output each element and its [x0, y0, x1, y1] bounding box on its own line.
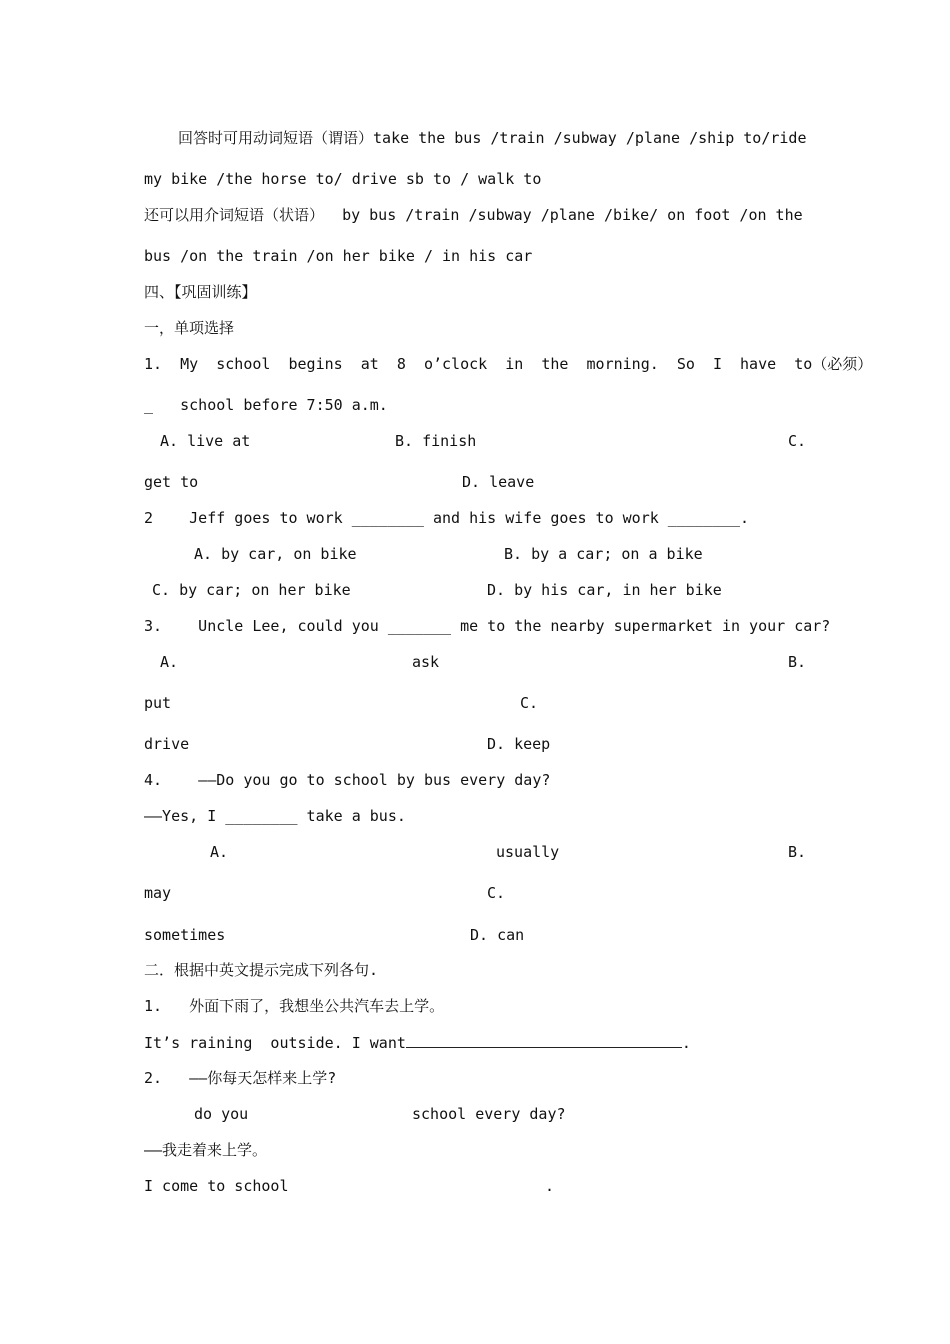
q3-option-c-text: drive [144, 735, 190, 753]
q1-option-b: B. finish [395, 432, 477, 450]
q2-option-a: A. by car, on bike [194, 545, 357, 563]
sentence-1-english [144, 1032, 691, 1053]
q2-option-b: B. by a car; on a bike [504, 545, 703, 563]
q1-option-c-text: get to [144, 473, 199, 491]
intro-line-1: 回答时可用动词短语（谓语）take the bus /train /subway /plane /ship to/ride [178, 129, 807, 147]
q4-option-d: D. can [470, 926, 525, 944]
q3-option-d: D. keep [487, 735, 551, 753]
q1-option-d: D. leave [462, 473, 535, 491]
q4-option-c-text: sometimes [144, 926, 226, 944]
sentence-1-period: . [681, 1034, 691, 1052]
q3-option-b-text: put [144, 694, 172, 712]
q3-option-a-text: ask [412, 653, 440, 671]
q4-option-b-text: may [144, 884, 172, 902]
intro-line-2: my bike /the horse to/ drive sb to / walk to [144, 170, 542, 188]
part-1-title: 一，单项选择 [144, 319, 235, 337]
q1-option-c-letter: C. [788, 432, 807, 450]
sentence-2-english-part-1: do you [194, 1105, 249, 1123]
q2-stem: 2 Jeff goes to work ________ and his wife goes to work ________. [144, 509, 750, 527]
sentence-2-chinese: 2. ——你每天怎样来上学? [144, 1069, 337, 1087]
q3-option-b-letter: B. [788, 653, 807, 671]
q1-stem-line-1: 1. My school begins at 8 o’clock in the morning. So I have to（必须） [144, 355, 873, 373]
sentence-2-english-part-2: school every day? [412, 1105, 566, 1123]
q2-option-c: C. by car; on her bike [152, 581, 351, 599]
sentence-1-prompt: It’s raining outside. I want [144, 1034, 406, 1052]
q4-option-b-letter: B. [788, 843, 807, 861]
intro-line-4: bus /on the train /on her bike / in his car [144, 247, 533, 265]
q2-option-d: D. by his car, in her bike [487, 581, 722, 599]
intro-line-3: 还可以用介词短语（状语） by bus /train /subway /plane /bike/ on foot /on the [144, 206, 803, 224]
q3-stem: 3. Uncle Lee, could you _______ me to the nearby supermarket in your car? [144, 617, 831, 635]
q1-option-a: A. live at [160, 432, 251, 450]
q4-option-a-letter: A. [210, 843, 229, 861]
q3-option-a-letter: A. [160, 653, 179, 671]
sentence-1-chinese: 1. 外面下雨了，我想坐公共汽车去上学。 [144, 997, 445, 1015]
section-4-title: 四、【巩固训练】 [144, 283, 257, 301]
sentence-2-reply-english: I come to school [144, 1177, 289, 1195]
q1-stem-line-2: _ school before 7:50 a.m. [144, 396, 388, 414]
part-2-title: 二．根据中英文提示完成下列各句. [144, 961, 379, 979]
sentence-2-reply-chinese: ——我走着来上学。 [144, 1141, 268, 1159]
q3-option-c-letter: C. [520, 694, 539, 712]
q4-option-c-letter: C. [487, 884, 506, 902]
q4-stem-line-2: ——Yes, I ________ take a bus. [144, 807, 406, 825]
sentence-1-blank[interactable] [406, 1032, 682, 1048]
sentence-2-reply-period: . [545, 1177, 555, 1195]
q4-stem-line-1: 4. ——Do you go to school by bus every day? [144, 771, 551, 789]
q4-option-a-text: usually [496, 843, 560, 861]
